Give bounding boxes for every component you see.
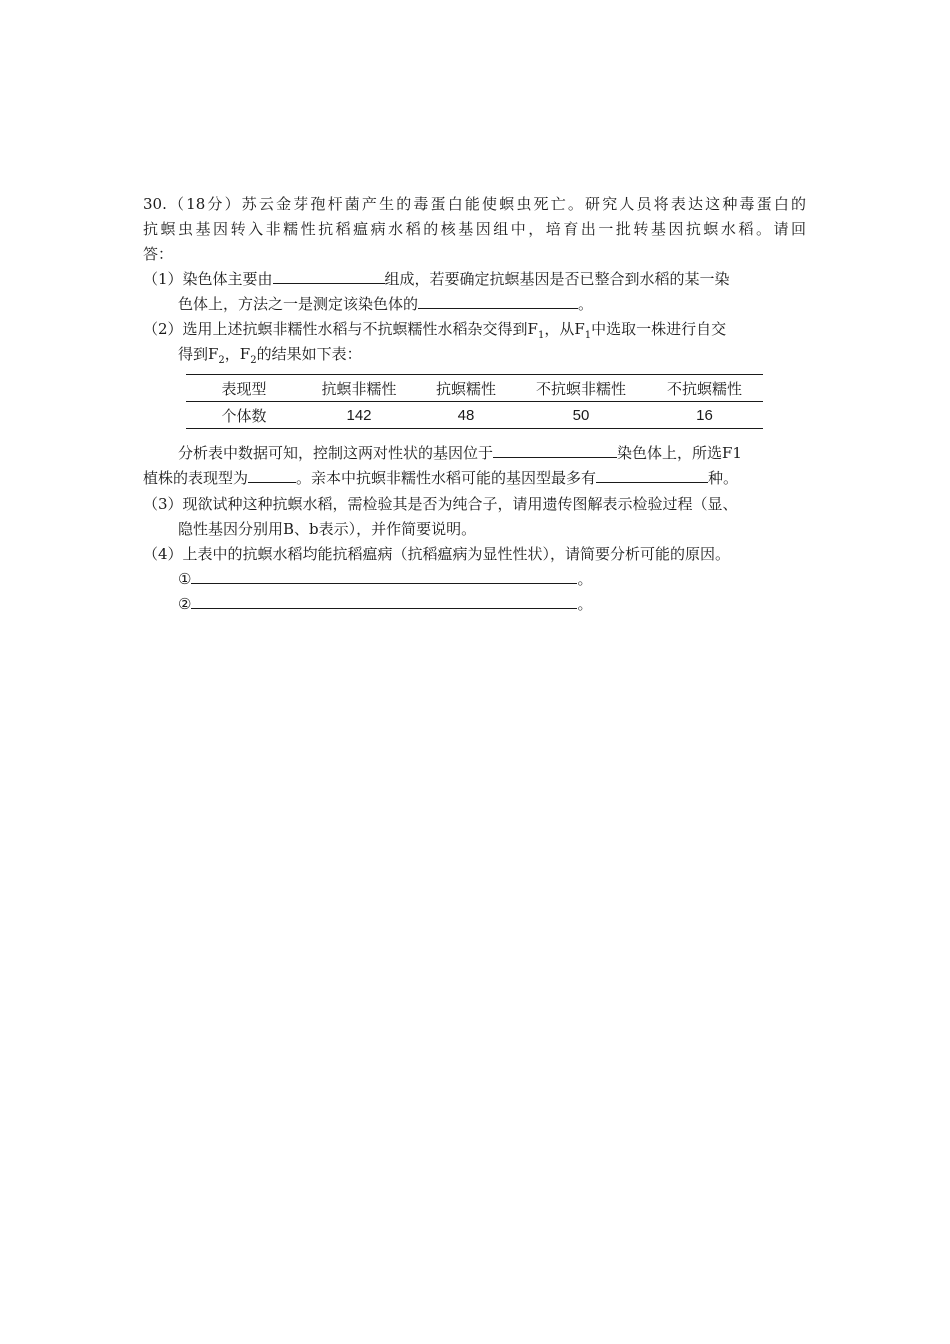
- analysis-text-a: 分析表中数据可知，控制这两对性状的基因位于: [178, 444, 494, 462]
- analysis-answer-blank-2[interactable]: [248, 468, 296, 483]
- part2-text-b: ，从F: [544, 320, 585, 338]
- analysis-text-c: 植株的表现型为: [143, 469, 249, 487]
- part4-item2: [178, 594, 592, 614]
- analysis-answer-blank-3[interactable]: [596, 468, 708, 483]
- analysis-text-d: 。亲本中抗螟非糯性水稻可能的基因型最多有: [296, 469, 597, 487]
- analysis-line2: [143, 468, 738, 488]
- part1-line1: [143, 269, 730, 289]
- part1-answer-blank-2[interactable]: [418, 294, 578, 309]
- table-header-row: [186, 375, 763, 402]
- part2-text-a: （2）选用上述抗螟非糯性水稻与不抗螟糯性水稻杂交得到F: [143, 320, 538, 338]
- part2-text-e: ，F: [224, 345, 251, 363]
- table-header-cell: 抗螟非糯性: [302, 375, 416, 402]
- question-intro-line1: 30.（18分）苏云金芽孢杆菌产生的毒蛋白能使螟虫死亡。研究人员将表达这种毒蛋白的: [143, 195, 806, 213]
- table-header-cell: 不抗螟糯性: [646, 375, 763, 402]
- subscript-1: 1: [537, 330, 545, 341]
- part1-text-d: 。: [578, 295, 594, 313]
- part1-line2: [178, 294, 593, 314]
- subscript-3: 2: [218, 355, 225, 366]
- table-cell: 16: [646, 402, 763, 429]
- phenotype-table: [186, 374, 763, 429]
- table-header-cell: 不抗螟非糯性: [516, 375, 646, 402]
- part4-answer-blank-1[interactable]: [191, 569, 577, 584]
- part4-line1: （4）上表中的抗螟水稻均能抗稻瘟病（抗稻瘟病为显性性状），请简要分析可能的原因。: [143, 545, 731, 563]
- table-header-cell: 抗螟糯性: [416, 375, 516, 402]
- item-marker-1: ①: [178, 570, 192, 588]
- part3-line2: 隐性基因分别用B、b表示），并作简要说明。: [178, 520, 477, 538]
- end-mark: 。: [577, 570, 593, 588]
- part4-item1: [178, 569, 592, 589]
- question-intro-line2: 抗螟虫基因转入非糯性抗稻瘟病水稻的核基因组中，培育出一批转基因抗螟水稻。请回: [143, 220, 806, 238]
- part2-line2: [178, 344, 362, 364]
- table-cell: 142: [302, 402, 416, 429]
- end-mark: 。: [577, 595, 593, 613]
- part2-text-f: 的结果如下表：: [256, 345, 362, 363]
- part1-text-b: 组成，若要确定抗螟基因是否已整合到水稻的某一染: [384, 270, 730, 288]
- table-cell: 50: [516, 402, 646, 429]
- question-intro-line3: 答：: [143, 245, 174, 263]
- table-row: [186, 402, 763, 429]
- part4-answer-blank-2[interactable]: [191, 594, 577, 609]
- item-marker-2: ②: [178, 595, 192, 613]
- part3-line1: （3）现欲试种这种抗螟水稻，需检验其是否为纯合子，请用遗传图解表示检验过程（显、: [143, 495, 738, 513]
- part2-line1: [143, 319, 726, 339]
- part2-text-c: 中选取一株进行自交: [591, 320, 727, 338]
- analysis-answer-blank-1[interactable]: [493, 443, 617, 458]
- analysis-text-e: 种。: [708, 469, 739, 487]
- part1-text-a: （1）染色体主要由: [143, 270, 273, 288]
- part1-answer-blank-1[interactable]: [273, 269, 385, 284]
- subscript-4: 2: [250, 355, 257, 366]
- part1-text-c: 色体上，方法之一是测定该染色体的: [178, 295, 419, 313]
- analysis-text-b: 染色体上，所选F1: [617, 444, 742, 462]
- table-header-cell: 表现型: [186, 375, 302, 402]
- table-row-label: 个体数: [186, 402, 302, 429]
- subscript-2: 1: [584, 330, 592, 341]
- analysis-line1: [178, 443, 742, 463]
- table-cell: 48: [416, 402, 516, 429]
- part2-text-d: 得到F: [178, 345, 219, 363]
